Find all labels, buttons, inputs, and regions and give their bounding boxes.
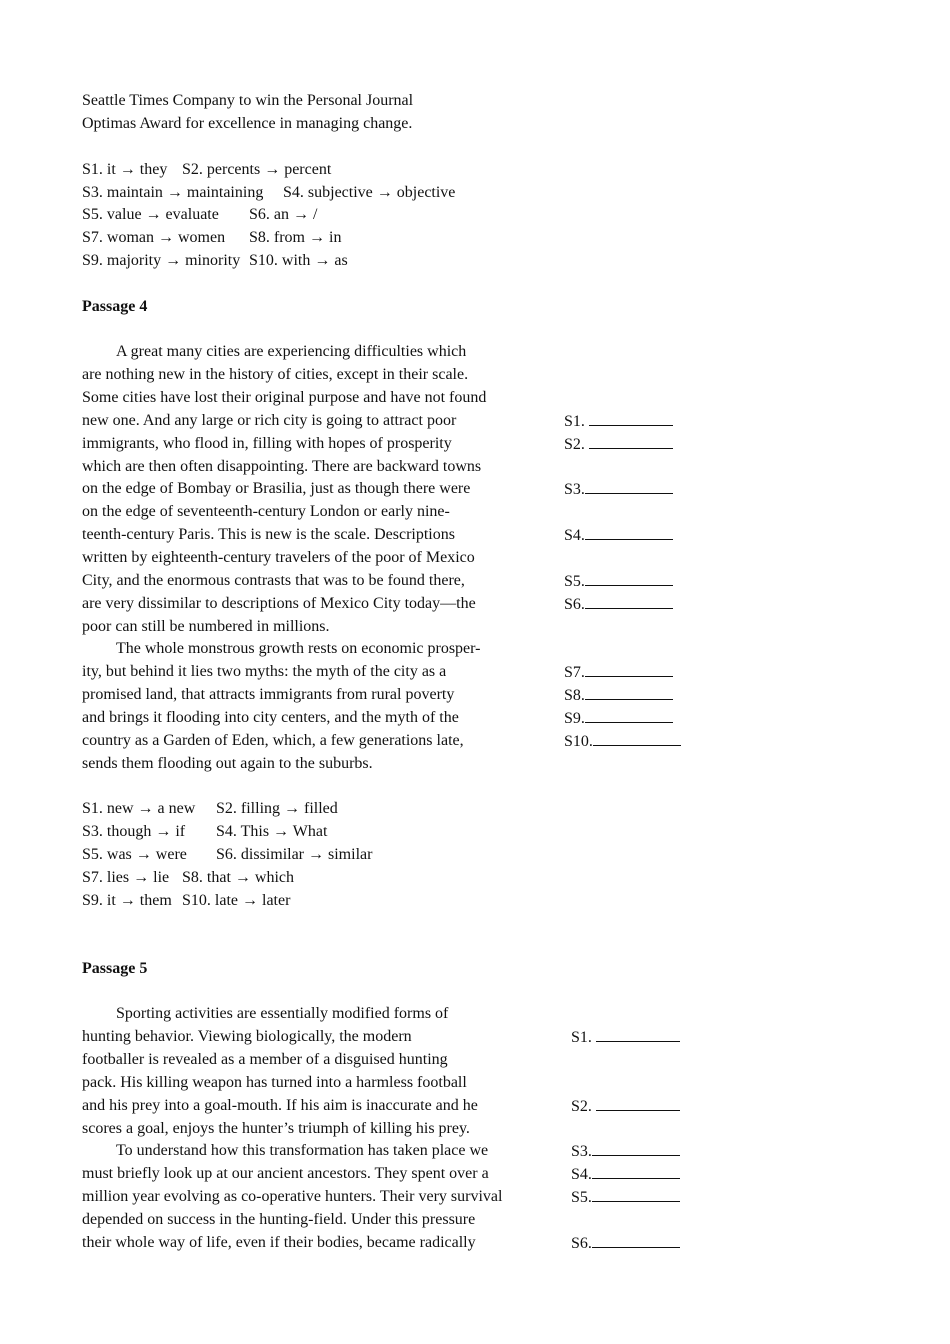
passage-line: To understand how this transformation has taken place we xyxy=(116,1142,489,1159)
passage-line: million year evolving as co-operative hunters. Their very survival xyxy=(82,1188,503,1205)
blank-label: S8. xyxy=(564,687,585,704)
passage-line: footballer is revealed as a member of a disguised hunting xyxy=(82,1051,448,1068)
passage-4-title: Passage 4 xyxy=(82,298,148,315)
answer-blank[interactable] xyxy=(564,731,681,752)
passage-line: ity, but behind it lies two myths: the myth of the city as a xyxy=(82,663,447,680)
blank-line[interactable] xyxy=(589,411,673,426)
blank-line[interactable] xyxy=(592,1141,680,1156)
answer-item: S2. filling → filled xyxy=(216,800,338,817)
answer-item: S1. new → a new xyxy=(82,800,196,817)
passage-line: written by eighteenth-century travelers of the poor of Mexico xyxy=(82,549,475,566)
answer-blank[interactable] xyxy=(564,685,673,706)
blank-line[interactable] xyxy=(585,708,673,723)
answer-blank[interactable] xyxy=(564,708,673,729)
blank-label: S6. xyxy=(571,1235,592,1252)
blank-label: S4. xyxy=(571,1166,592,1183)
blank-line[interactable] xyxy=(592,1187,680,1202)
answer-item: S8. that → which xyxy=(182,869,294,886)
blank-line[interactable] xyxy=(585,685,673,700)
passage-line: pack. His killing weapon has turned into a harmless football xyxy=(82,1074,467,1091)
passage-line: are nothing new in the history of cities, except in their scale. xyxy=(82,366,469,383)
answer-item: S6. dissimilar → similar xyxy=(216,846,373,863)
blank-line[interactable] xyxy=(585,594,673,609)
blank-label: S2. xyxy=(571,1098,592,1115)
answer-blank[interactable] xyxy=(564,434,673,455)
intro-line: Optimas Award for excellence in managing change. xyxy=(82,115,413,132)
blank-label: S9. xyxy=(564,710,585,727)
blank-label: S5. xyxy=(571,1189,592,1206)
passage-line: A great many cities are experiencing difficulties which xyxy=(116,343,467,360)
answer-item: S10. with → as xyxy=(249,252,348,269)
passage-line: depended on success in the hunting-field. Under this pressure xyxy=(82,1211,476,1228)
passage-line: Some cities have lost their original purpose and have not found xyxy=(82,389,487,406)
passage-line: The whole monstrous growth rests on economic prosper- xyxy=(116,640,481,657)
answer-item: S3. maintain → maintaining xyxy=(82,184,264,201)
answer-blank[interactable] xyxy=(571,1233,680,1254)
blank-label: S3. xyxy=(564,481,585,498)
passage-line: teenth-century Paris. This is new is the scale. Descriptions xyxy=(82,526,455,543)
passage-line: which are then often disappointing. There are backward towns xyxy=(82,458,482,475)
blank-label: S10. xyxy=(564,733,593,750)
answer-blank[interactable] xyxy=(571,1187,680,1208)
answer-item: S2. percents → percent xyxy=(182,161,332,178)
answer-item: S9. it → them xyxy=(82,892,172,909)
blank-line[interactable] xyxy=(585,525,673,540)
blank-line[interactable] xyxy=(589,434,673,449)
answer-item: S7. lies → lie xyxy=(82,869,170,886)
answer-blank[interactable] xyxy=(564,571,673,592)
passage-line: new one. And any large or rich city is going to attract poor xyxy=(82,412,457,429)
blank-label: S1. xyxy=(564,413,585,430)
passage-line: immigrants, who flood in, filling with hopes of prosperity xyxy=(82,435,452,452)
answer-item: S4. subjective → objective xyxy=(283,184,456,201)
passage-line: on the edge of Bombay or Brasilia, just as though there were xyxy=(82,480,471,497)
answer-blank[interactable] xyxy=(564,594,673,615)
blank-line[interactable] xyxy=(592,1164,680,1179)
blank-line[interactable] xyxy=(596,1096,680,1111)
answer-item: S8. from → in xyxy=(249,229,342,246)
blank-label: S6. xyxy=(564,596,585,613)
answer-blank[interactable] xyxy=(564,662,673,683)
blank-line[interactable] xyxy=(593,731,681,746)
passage-line: City, and the enormous contrasts that was to be found there, xyxy=(82,572,465,589)
blank-label: S5. xyxy=(564,573,585,590)
answer-item: S9. majority → minority xyxy=(82,252,241,269)
intro-line: Seattle Times Company to win the Personal Journal xyxy=(82,92,414,109)
blank-line[interactable] xyxy=(585,479,673,494)
passage-line: and brings it flooding into city centers, and the myth of the xyxy=(82,709,459,726)
passage-line: scores a goal, enjoys the hunter’s triumph of killing his prey. xyxy=(82,1120,470,1137)
answer-blank[interactable] xyxy=(571,1141,680,1162)
answer-item: S1. it → they xyxy=(82,161,168,178)
passage-line: sends them flooding out again to the suburbs. xyxy=(82,755,373,772)
blank-line[interactable] xyxy=(596,1027,680,1042)
passage-line: country as a Garden of Eden, which, a few generations late, xyxy=(82,732,464,749)
blank-line[interactable] xyxy=(592,1233,680,1248)
blank-label: S3. xyxy=(571,1143,592,1160)
blank-label: S4. xyxy=(564,527,585,544)
passage-line: promised land, that attracts immigrants from rural poverty xyxy=(82,686,455,703)
passage-line: poor can still be numbered in millions. xyxy=(82,618,330,635)
answer-item: S6. an → / xyxy=(249,206,318,223)
passage-line: hunting behavior. Viewing biologically, the modern xyxy=(82,1028,412,1045)
blank-line[interactable] xyxy=(585,571,673,586)
passage-line: are very dissimilar to descriptions of Mexico City today—the xyxy=(82,595,476,612)
blank-label: S7. xyxy=(564,664,585,681)
passage-line: their whole way of life, even if their bodies, became radically xyxy=(82,1234,476,1251)
answer-item: S5. value → evaluate xyxy=(82,206,219,223)
blank-line[interactable] xyxy=(585,662,673,677)
answer-item: S7. woman → women xyxy=(82,229,226,246)
blank-label: S1. xyxy=(571,1029,592,1046)
passage-line: must briefly look up at our ancient ancestors. They spent over a xyxy=(82,1165,489,1182)
passage-line: Sporting activities are essentially modified forms of xyxy=(116,1005,449,1022)
answer-blank[interactable] xyxy=(564,411,673,432)
passage-line: on the edge of seventeenth-century London or early nine- xyxy=(82,503,450,520)
answer-blank[interactable] xyxy=(564,525,673,546)
answer-item: S10. late → later xyxy=(182,892,291,909)
answer-blank[interactable] xyxy=(571,1164,680,1185)
blank-label: S2. xyxy=(564,436,585,453)
answer-item: S4. This → What xyxy=(216,823,328,840)
answer-item: S5. was → were xyxy=(82,846,187,863)
passage-line: and his prey into a goal-mouth. If his aim is inaccurate and he xyxy=(82,1097,478,1114)
answer-item: S3. though → if xyxy=(82,823,186,840)
answer-blank[interactable] xyxy=(571,1027,680,1048)
passage-5-title: Passage 5 xyxy=(82,960,148,977)
answer-blank[interactable] xyxy=(571,1096,680,1117)
answer-blank[interactable] xyxy=(564,479,673,500)
